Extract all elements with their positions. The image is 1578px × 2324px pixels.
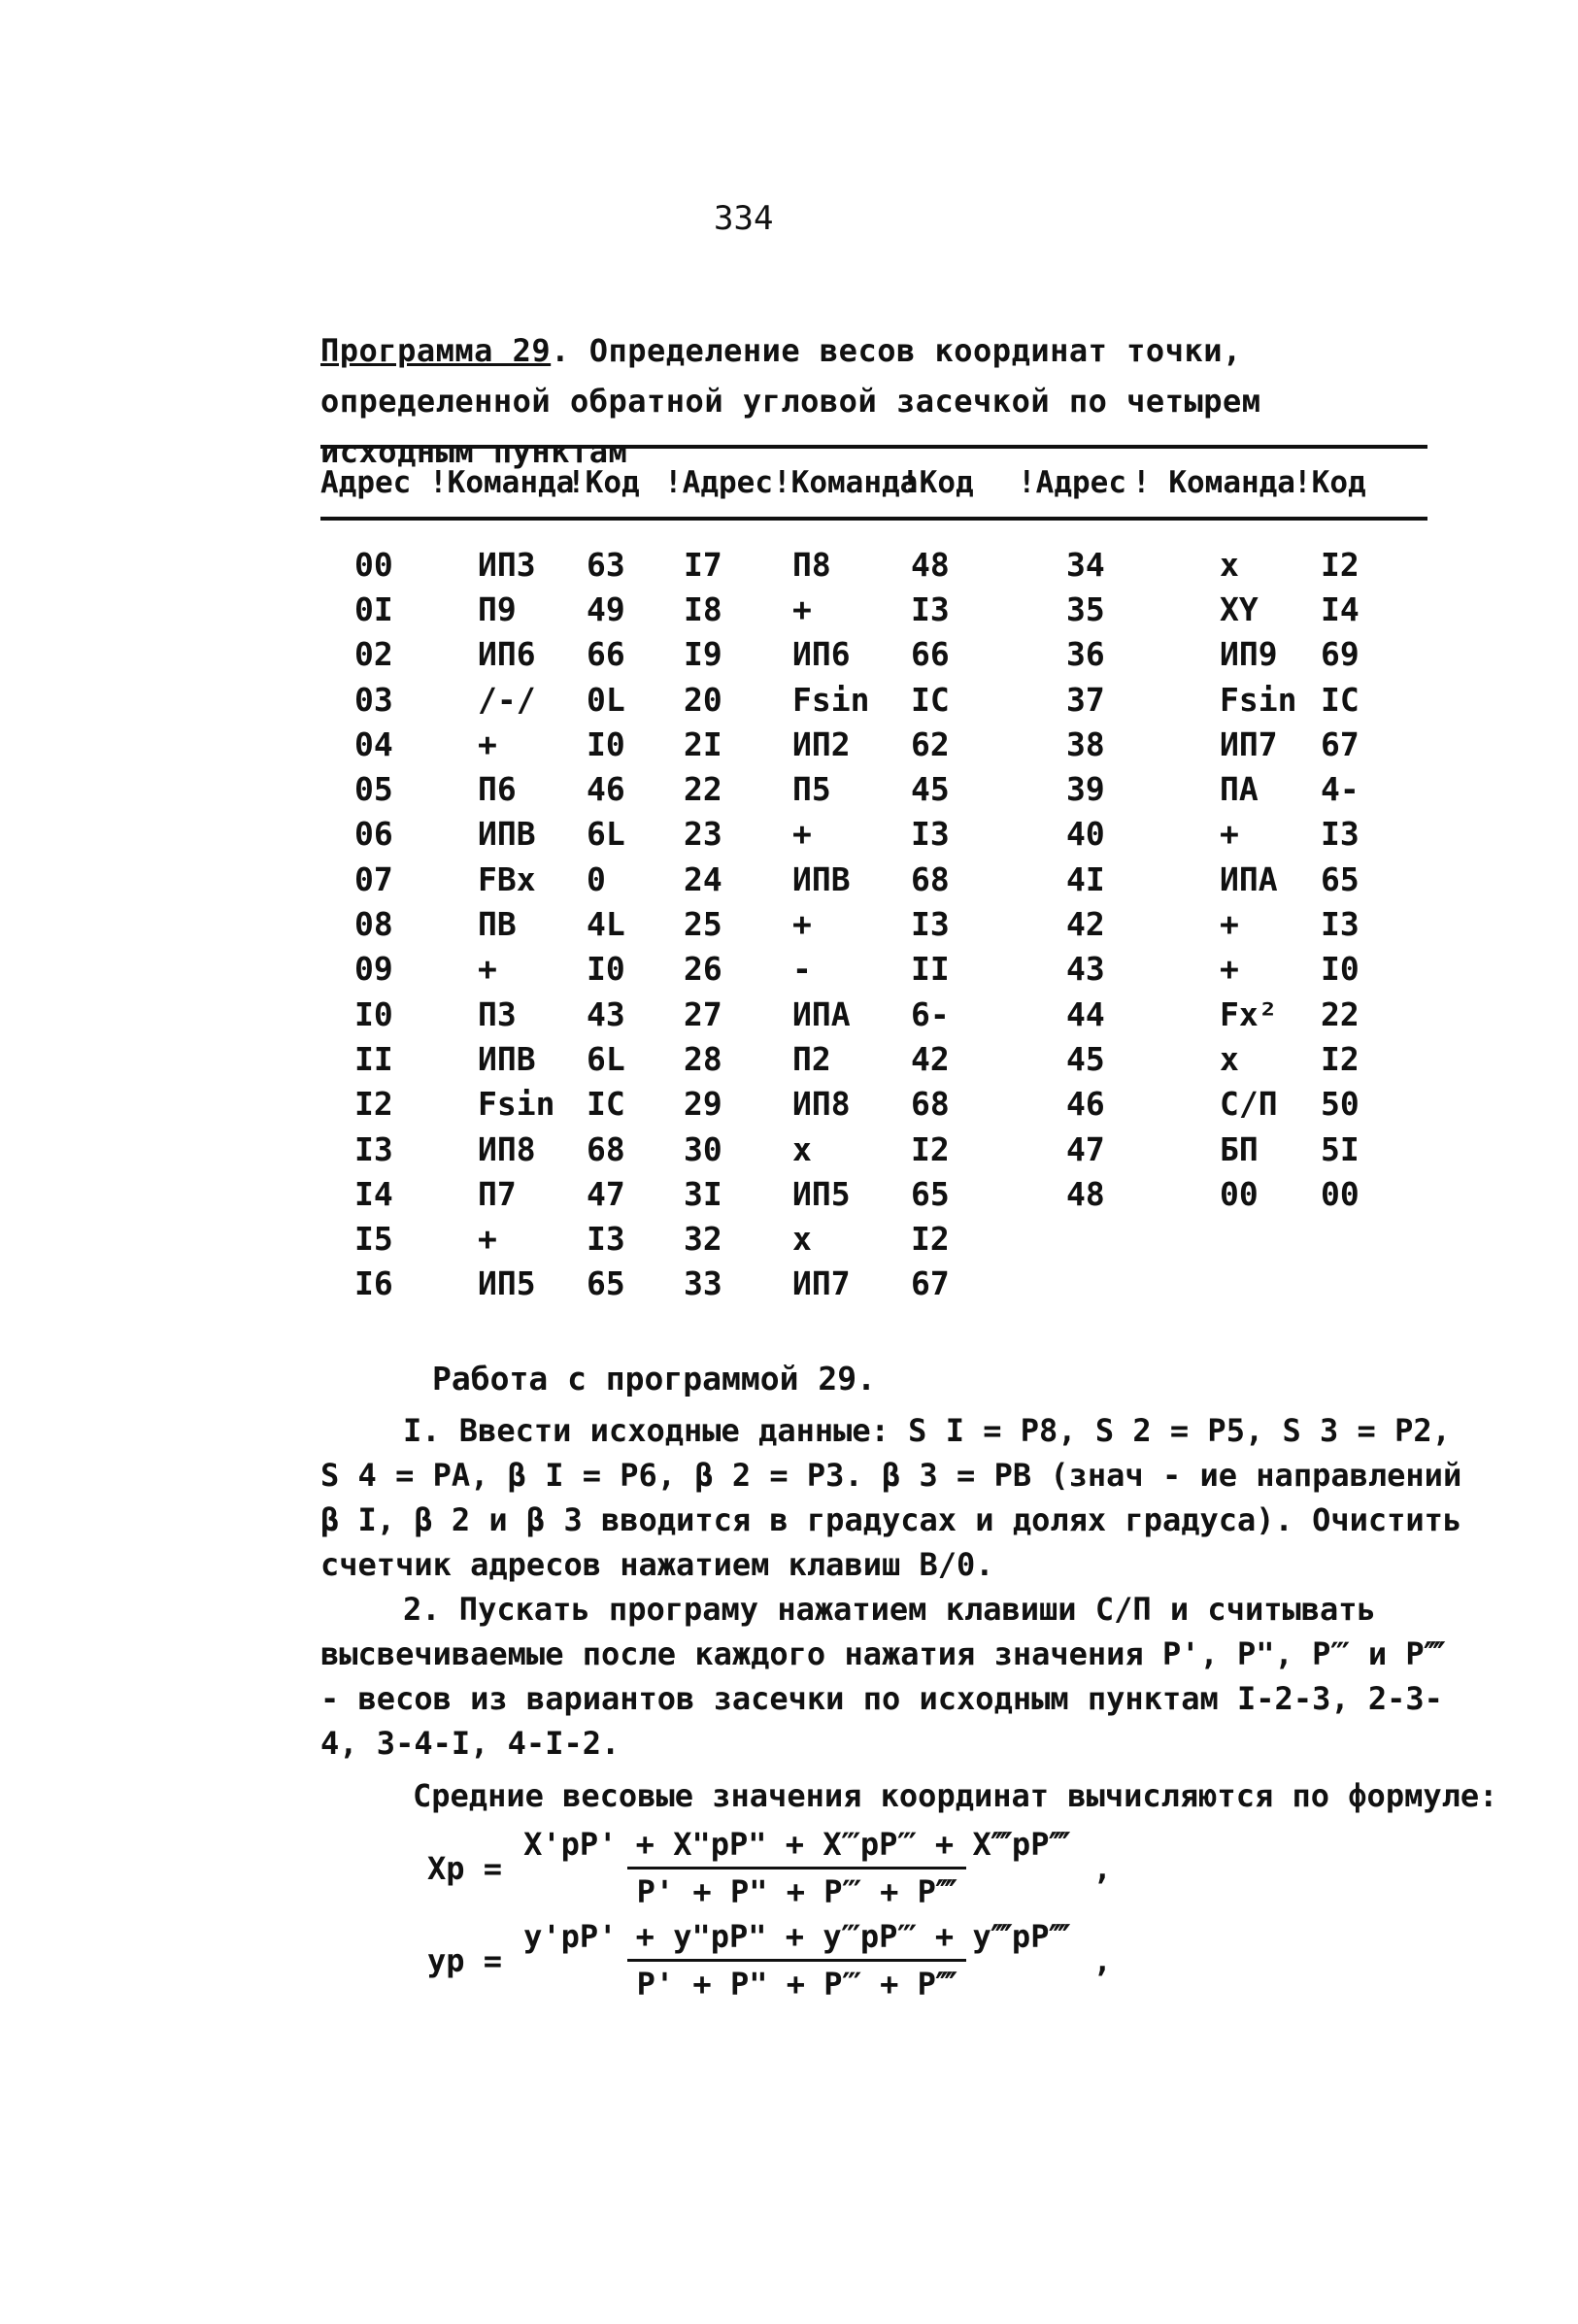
table-header-cell: !Команда: [429, 465, 575, 500]
table-cell: П2: [792, 1039, 831, 1078]
table-header-cell: Адрес: [320, 465, 412, 500]
table-cell: 03: [354, 680, 393, 719]
table-cell: 49: [587, 589, 625, 628]
table-cell: I2: [1321, 545, 1360, 584]
table-cell: +: [792, 905, 812, 944]
table-cell: 68: [911, 859, 950, 898]
table-row: [320, 812, 1427, 857]
table-cell: 6L: [587, 1039, 625, 1078]
table-row: [320, 677, 1427, 722]
formula-x-comma: ,: [1092, 1849, 1112, 1887]
table-cell: 34: [1066, 545, 1105, 584]
table-cell: 22: [1321, 994, 1360, 1033]
table-cell: 26: [684, 950, 722, 989]
table-cell: ПВ: [478, 905, 517, 944]
table-cell: 27: [684, 994, 722, 1033]
table-cell: 47: [1066, 1129, 1105, 1168]
table-cell: +: [1220, 815, 1239, 854]
table-row: [320, 1082, 1427, 1127]
table-cell: 4L: [587, 905, 625, 944]
table-row: [320, 766, 1427, 811]
formula-x-numerator: X'pP' + X"pP" + X‴pP‴ + X⁗pP⁗: [523, 1826, 1070, 1863]
table-cell: Fsin: [478, 1085, 555, 1124]
table-cell: I3: [587, 1220, 625, 1259]
table-cell: I6: [354, 1264, 393, 1303]
table-cell: I3: [911, 815, 950, 854]
table-cell: 08: [354, 905, 393, 944]
table-cell: 65: [587, 1264, 625, 1303]
table-cell: 46: [1066, 1085, 1105, 1124]
table-cell: 07: [354, 859, 393, 898]
table-cell: 2I: [684, 724, 722, 763]
table-cell: Fsin: [1220, 680, 1297, 719]
table-cell: 40: [1066, 815, 1105, 854]
table-cell: 33: [684, 1264, 722, 1303]
table-cell: I8: [684, 589, 722, 628]
table-cell: ИПВ: [792, 859, 851, 898]
formula-y-denominator: P' + P" + P‴ + P⁗: [627, 1959, 966, 2003]
table-cell: ИП8: [792, 1085, 851, 1124]
table-cell: 29: [684, 1085, 722, 1124]
table-header-cell: !Адрес: [1018, 465, 1126, 500]
table-header-cell: !Код: [1293, 465, 1366, 500]
table-row: [320, 1171, 1427, 1216]
program-table: [320, 445, 1427, 1306]
table-cell: +: [1220, 905, 1239, 944]
table-cell: 4-: [1321, 770, 1360, 809]
table-cell: ИП7: [792, 1264, 851, 1303]
table-cell: XY: [1220, 589, 1259, 628]
table-cell: 44: [1066, 994, 1105, 1033]
table-cell: +: [478, 950, 497, 989]
table-cell: 6-: [911, 994, 950, 1033]
table-cell: П8: [792, 545, 831, 584]
table-cell: IC: [911, 680, 950, 719]
table-cell: ИП9: [1220, 635, 1278, 674]
table-cell: I3: [1321, 905, 1360, 944]
formula-y-fraction: [514, 1918, 1080, 2003]
table-row: [320, 901, 1427, 946]
table-header: [320, 449, 1427, 517]
table-cell: П7: [478, 1174, 517, 1213]
table-row: [320, 1216, 1427, 1261]
table-cell: ПА: [1220, 770, 1259, 809]
table-cell: 0I: [354, 589, 393, 628]
table-cell: ИП3: [478, 545, 536, 584]
table-cell: ИП5: [478, 1264, 536, 1303]
table-row: [320, 542, 1427, 587]
table-cell: 39: [1066, 770, 1105, 809]
table-cell: 0L: [587, 680, 625, 719]
table-cell: 50: [1321, 1085, 1360, 1124]
formula-x-lhs: Xp =: [427, 1849, 503, 1887]
table-cell: /-/: [478, 680, 536, 719]
table-cell: Fsin: [792, 680, 870, 719]
table-cell: ИП8: [478, 1129, 536, 1168]
table-cell: 02: [354, 635, 393, 674]
table-cell: 68: [587, 1129, 625, 1168]
table-cell: 30: [684, 1129, 722, 1168]
table-cell: 20: [684, 680, 722, 719]
table-row: [320, 1127, 1427, 1171]
table-cell: FBx: [478, 859, 536, 898]
table-cell: 5I: [1321, 1129, 1360, 1168]
table-cell: I2: [911, 1129, 950, 1168]
table-cell: 63: [587, 545, 625, 584]
table-cell: x: [792, 1129, 812, 1168]
table-cell: 09: [354, 950, 393, 989]
table-cell: С/П: [1220, 1085, 1278, 1124]
table-cell: 28: [684, 1039, 722, 1078]
formula-x-denominator: P' + P" + P‴ + P⁗: [627, 1867, 966, 1910]
table-cell: 43: [1066, 950, 1105, 989]
table-cell: I2: [1321, 1039, 1360, 1078]
table-cell: I0: [1321, 950, 1360, 989]
table-cell: 65: [1321, 859, 1360, 898]
table-cell: 46: [587, 770, 625, 809]
table-cell: I7: [684, 545, 722, 584]
table-cell: I4: [1321, 589, 1360, 628]
step-2: 2. Пускать програму нажатием клавиши С/П и считывать высвечиваемые после каждого нажатия значения P', P", P‴ и P⁗ - весов из вариантов засечки по исходным пунктам I-2-3, 2-3-4, 3-4-I, 4-I-2.: [320, 1591, 1445, 1762]
table-cell: I2: [911, 1220, 950, 1259]
table-cell: I2: [354, 1085, 393, 1124]
formula-y: [427, 1918, 1112, 2003]
table-header-cell: !Код: [567, 465, 640, 500]
table-cell: 04: [354, 724, 393, 763]
table-cell: ИП2: [792, 724, 851, 763]
caption-text: . Определение весов координат точки, определенной обратной угловой засечкой по четырем исходным пунктам: [320, 332, 1261, 470]
table-cell: 68: [911, 1085, 950, 1124]
table-cell: I9: [684, 635, 722, 674]
table-cell: I0: [587, 950, 625, 989]
table-cell: 36: [1066, 635, 1105, 674]
table-cell: 6L: [587, 815, 625, 854]
table-cell: П3: [478, 994, 517, 1033]
table-row: [320, 992, 1427, 1036]
table-cell: 4I: [1066, 859, 1105, 898]
table-cell: ИПА: [792, 994, 851, 1033]
table-row: [320, 1262, 1427, 1306]
table-row: [320, 632, 1427, 677]
table-cell: 45: [1066, 1039, 1105, 1078]
table-cell: 35: [1066, 589, 1105, 628]
table-row: [320, 857, 1427, 901]
table-row: [320, 947, 1427, 992]
table-cell: 48: [1066, 1174, 1105, 1213]
table-cell: ИП6: [792, 635, 851, 674]
table-cell: 23: [684, 815, 722, 854]
program-label: Программа 29: [320, 332, 552, 369]
table-cell: I4: [354, 1174, 393, 1213]
table-cell: 25: [684, 905, 722, 944]
table-cell: 43: [587, 994, 625, 1033]
table-cell: 66: [911, 635, 950, 674]
table-cell: 65: [911, 1174, 950, 1213]
table-cell: I3: [1321, 815, 1360, 854]
page-number: 334: [714, 199, 774, 238]
table-cell: +: [1220, 950, 1239, 989]
table-cell: 00: [1321, 1174, 1360, 1213]
table-cell: x: [1220, 545, 1239, 584]
table-cell: 37: [1066, 680, 1105, 719]
formula-intro: Средние весовые значения координат вычисляются по формуле:: [413, 1777, 1498, 1814]
table-cell: I3: [911, 905, 950, 944]
table-cell: ИПВ: [478, 815, 536, 854]
table-cell: 24: [684, 859, 722, 898]
table-cell: 42: [1066, 905, 1105, 944]
table-cell: ИПВ: [478, 1039, 536, 1078]
formula-y-comma: ,: [1092, 1941, 1112, 1979]
formula-x-fraction: [514, 1826, 1080, 1910]
table-cell: I0: [587, 724, 625, 763]
table-cell: 69: [1321, 635, 1360, 674]
table-cell: 45: [911, 770, 950, 809]
table-cell: БП: [1220, 1129, 1259, 1168]
table-cell: 47: [587, 1174, 625, 1213]
formula-x: [427, 1826, 1112, 1910]
table-cell: IC: [587, 1085, 625, 1124]
table-row: [320, 587, 1427, 631]
table-cell: ИПА: [1220, 859, 1278, 898]
table-cell: 32: [684, 1220, 722, 1259]
table-cell: 62: [911, 724, 950, 763]
table-body: [320, 521, 1427, 1306]
table-cell: 05: [354, 770, 393, 809]
table-header-cell: !Код: [901, 465, 974, 500]
table-cell: II: [911, 950, 950, 989]
table-cell: x: [792, 1220, 812, 1259]
table-cell: 3I: [684, 1174, 722, 1213]
table-cell: 00: [354, 545, 393, 584]
table-cell: I5: [354, 1220, 393, 1259]
formula-y-numerator: y'pP' + y"pP" + y‴pP‴ + y⁗pP⁗: [523, 1918, 1070, 1955]
table-cell: П9: [478, 589, 517, 628]
table-cell: 38: [1066, 724, 1105, 763]
table-cell: П5: [792, 770, 831, 809]
table-cell: +: [478, 724, 497, 763]
table-row: [320, 722, 1427, 766]
work-title: Работа с программой 29.: [432, 1360, 876, 1398]
table-cell: 67: [911, 1264, 950, 1303]
table-cell: I0: [354, 994, 393, 1033]
table-cell: I3: [354, 1129, 393, 1168]
table-cell: IC: [1321, 680, 1360, 719]
step-1: I. Ввести исходные данные: S I = P8, S 2 = P5, S 3 = P2, S 4 = PA, β I = P6, β 2 = P3. β 3 = PB (знач - ие направлений β I, β 2 и β 3 вводится в градусах и долях градуса). Очистить счетчик адресов нажатием клавиш В/0.: [320, 1412, 1462, 1583]
table-cell: 00: [1220, 1174, 1259, 1213]
table-cell: +: [792, 589, 812, 628]
table-cell: 42: [911, 1039, 950, 1078]
table-cell: ИП7: [1220, 724, 1278, 763]
table-cell: П6: [478, 770, 517, 809]
table-row: [320, 1036, 1427, 1081]
table-header-cell: !Адрес: [664, 465, 773, 500]
table-cell: 67: [1321, 724, 1360, 763]
table-cell: -: [792, 950, 812, 989]
formula-y-lhs: yp =: [427, 1941, 503, 1979]
table-cell: ИП5: [792, 1174, 851, 1213]
instructions: [320, 1408, 1466, 1766]
table-cell: ИП6: [478, 635, 536, 674]
table-cell: Fx²: [1220, 994, 1278, 1033]
table-header-cell: !Команда: [773, 465, 919, 500]
table-header-cell: ! Команда: [1132, 465, 1295, 500]
table-cell: 48: [911, 545, 950, 584]
table-cell: I3: [911, 589, 950, 628]
table-cell: +: [792, 815, 812, 854]
table-cell: 22: [684, 770, 722, 809]
table-cell: x: [1220, 1039, 1239, 1078]
table-cell: 0: [587, 859, 606, 898]
table-cell: 06: [354, 815, 393, 854]
table-cell: 66: [587, 635, 625, 674]
table-cell: II: [354, 1039, 393, 1078]
table-cell: +: [478, 1220, 497, 1259]
